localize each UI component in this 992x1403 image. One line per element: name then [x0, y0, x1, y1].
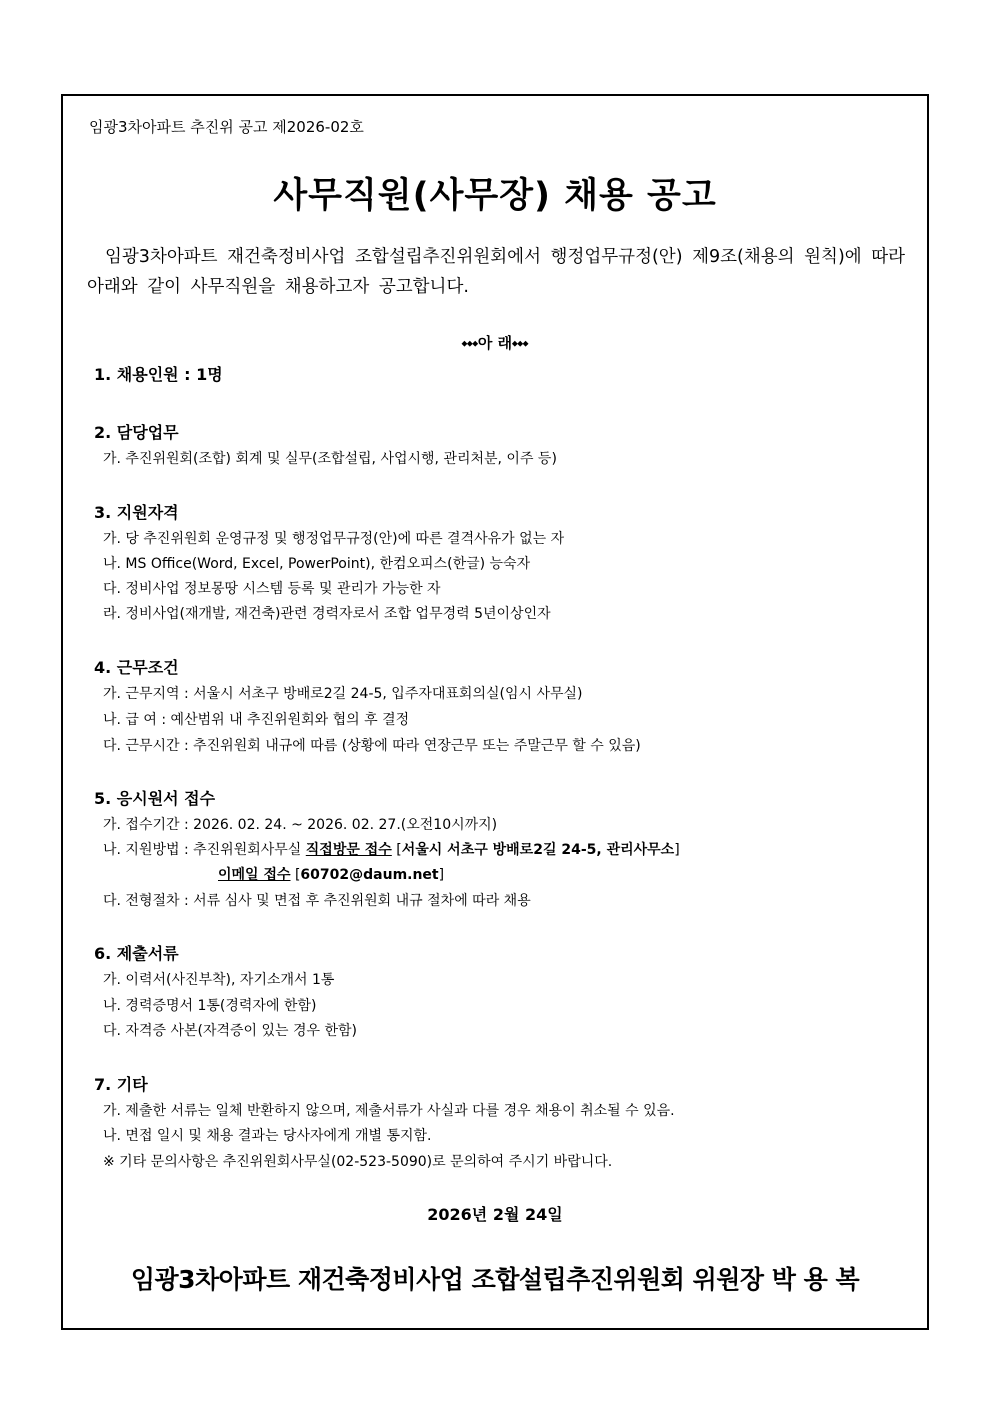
- section-6-item: 다. 자격증 사본(자격증이 있는 경우 한함): [103, 1023, 358, 1039]
- office-address: 서울시 서초구 방배로2길 24-5, 관리사무소: [401, 842, 675, 858]
- arae-divider: ⬩⬩⬩아 래⬩⬩⬩: [461, 334, 529, 352]
- section-3-heading: 3. 지원자격: [94, 503, 179, 522]
- intro-paragraph: 임광3차아파트 재건축정비사업 조합설립추진위원회에서 행정업무규정(안) 제9조(채용의 원칙)에 따라 아래와 같이 사무직원을 채용하고자 공고합니다.: [87, 247, 906, 297]
- section-5-item-email: [218, 864, 444, 884]
- section-3-item: 가. 당 추진위원회 운영규정 및 행정업무규정(안)에 따른 결격사유가 없는 자: [103, 531, 565, 547]
- section-3-item: 나. MS Office(Word, Excel, PowerPoint), 한컴오피스(한글) 능숙자: [103, 556, 531, 572]
- section-5-item: 다. 전형절차 : 서류 심사 및 면접 후 추진위원회 내규 절차에 따라 채용: [103, 893, 531, 909]
- section-7-item: 가. 제출한 서류는 일체 반환하지 않으며, 제출서류가 사실과 다를 경우 채용이 취소될 수 있음.: [103, 1103, 675, 1119]
- email-open: [: [290, 867, 301, 883]
- section-6-item: 나. 경력증명서 1통(경력자에 한함): [103, 998, 317, 1014]
- section-5-item: 가. 접수기간 : 2026. 02. 24. ~ 2026. 02. 27.(오전10시까지): [103, 817, 498, 833]
- section-6-item: 가. 이력서(사진부착), 자기소개서 1통: [103, 972, 335, 988]
- section-1-heading: 1. 채용인원 : 1명: [94, 365, 223, 384]
- section-7-item: 나. 면접 일시 및 채용 결과는 당사자에게 개별 통지함.: [103, 1128, 432, 1144]
- method-prefix: 나. 지원방법 : 추진위원회사무실: [103, 842, 306, 858]
- email-close: ]: [438, 867, 445, 883]
- email-address[interactable]: 60702@daum.net: [300, 867, 439, 883]
- address-close: ]: [674, 842, 680, 858]
- notice-number: 임광3차아파트 추진위 공고 제2026-02호: [89, 118, 364, 136]
- section-4-item: 다. 근무시간 : 추진위원회 내규에 따름 (상황에 따라 연장근무 또는 주말근무 할 수 있음): [103, 738, 641, 754]
- signature-line: 임광3차아파트 재건축정비사업 조합설립추진위원회 위원장 박 용 복: [130, 1265, 860, 1294]
- section-4-item: 가. 근무지역 : 서울시 서초구 방배로2길 24-5, 입주자대표회의실(임시 사무실): [103, 686, 583, 702]
- email-method: 이메일 접수: [218, 867, 291, 883]
- section-7-heading: 7. 기타: [94, 1075, 148, 1094]
- notice-frame: [61, 94, 929, 1330]
- notice-date: 2026년 2월 24일: [427, 1205, 563, 1224]
- visit-method: 직접방문 접수: [305, 842, 392, 858]
- section-6-heading: 6. 제출서류: [94, 944, 179, 963]
- section-3-item: 다. 정비사업 정보몽땅 시스템 등록 및 관리가 가능한 자: [103, 581, 441, 597]
- section-2-item: 가. 추진위원회(조합) 회계 및 실무(조합설립, 사업시행, 관리처분, 이주 등): [103, 451, 557, 467]
- section-4-heading: 4. 근무조건: [94, 658, 179, 677]
- section-4-item: 나. 급 여 : 예산범위 내 추진위원회와 협의 후 결정: [103, 712, 410, 728]
- address-open: [: [391, 842, 402, 858]
- section-7-note: ※ 기타 문의사항은 추진위원회사무실(02-523-5090)로 문의하여 주시기 바랍니다.: [103, 1154, 613, 1170]
- section-5-item-method: [103, 839, 680, 859]
- section-3-item: 라. 정비사업(재개발, 재건축)관련 경력자로서 조합 업무경력 5년이상인자: [103, 606, 551, 622]
- section-5-heading: 5. 응시원서 접수: [94, 789, 216, 808]
- page-title: 사무직원(사무장) 채용 공고: [273, 176, 717, 216]
- section-2-heading: 2. 담당업무: [94, 423, 179, 442]
